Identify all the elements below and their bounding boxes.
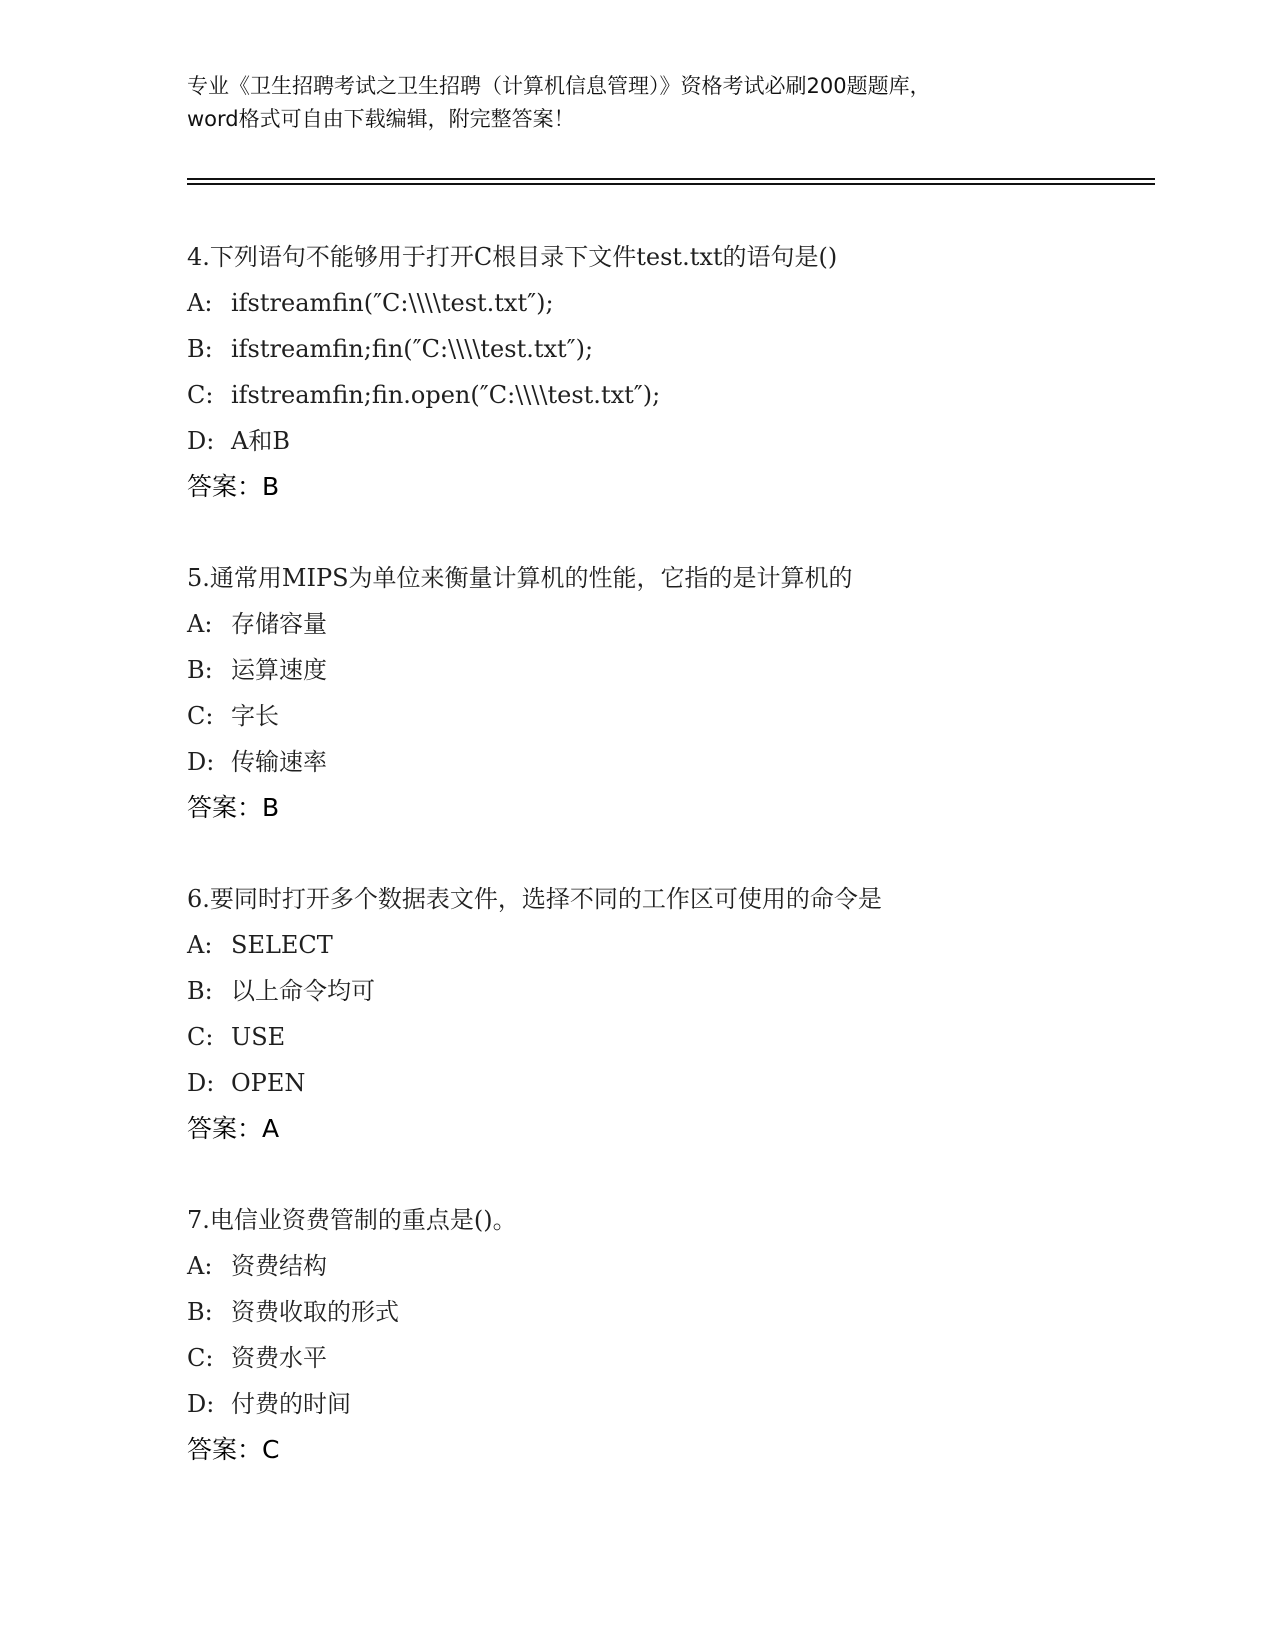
option-b bbox=[187, 1289, 1187, 1335]
option-key: B: bbox=[187, 1298, 213, 1326]
option-text: 字长 bbox=[231, 702, 279, 730]
answer-line: 答案：B bbox=[187, 472, 280, 501]
option-key: C: bbox=[187, 1023, 214, 1051]
option-key: D: bbox=[187, 427, 215, 455]
answer-line: 答案：A bbox=[187, 1114, 280, 1143]
question-stem: 7.电信业资费管制的重点是()。 bbox=[187, 1206, 517, 1234]
option-text: 传输速率 bbox=[231, 748, 327, 776]
option-a bbox=[187, 1243, 1187, 1289]
option-key: C: bbox=[187, 1344, 214, 1372]
question-stem: 4.下列语句不能够用于打开C根目录下文件test.txt的语句是() bbox=[187, 243, 838, 271]
option-key: B: bbox=[187, 656, 213, 684]
answer-line: 答案：B bbox=[187, 793, 280, 822]
question-block bbox=[187, 234, 1187, 510]
header-divider-bottom bbox=[187, 183, 1155, 185]
option-text: 存储容量 bbox=[231, 610, 327, 638]
header-divider-top bbox=[187, 178, 1155, 180]
question-block bbox=[187, 1197, 1187, 1473]
option-key: A: bbox=[187, 289, 213, 317]
option-text: USE bbox=[231, 1023, 286, 1051]
option-key: D: bbox=[187, 1069, 215, 1097]
option-c bbox=[187, 372, 1187, 418]
option-b bbox=[187, 968, 1187, 1014]
answer-line: 答案：C bbox=[187, 1435, 280, 1464]
option-key: A: bbox=[187, 610, 213, 638]
option-text: SELECT bbox=[231, 931, 333, 959]
question-stem: 5.通常用MIPS为单位来衡量计算机的性能，它指的是计算机的 bbox=[187, 564, 853, 592]
option-text: A和B bbox=[231, 427, 290, 455]
option-text: ifstreamfin;fin(″C:\\\\test.txt″); bbox=[231, 335, 594, 363]
option-c bbox=[187, 1014, 1187, 1060]
option-d bbox=[187, 1381, 1187, 1427]
question-block bbox=[187, 555, 1187, 831]
option-key: D: bbox=[187, 748, 215, 776]
option-b bbox=[187, 326, 1187, 372]
header-title-line-1: 专业《卫生招聘考试之卫生招聘（计算机信息管理）》资格考试必刷200题题库， bbox=[187, 74, 931, 98]
option-a bbox=[187, 601, 1187, 647]
option-text: 付费的时间 bbox=[231, 1390, 351, 1418]
question-block bbox=[187, 876, 1187, 1152]
option-text: 资费水平 bbox=[231, 1344, 327, 1372]
option-d bbox=[187, 418, 1187, 464]
document-header bbox=[187, 70, 1087, 136]
option-key: B: bbox=[187, 977, 213, 1005]
option-key: B: bbox=[187, 335, 213, 363]
header-title-line-2: word格式可自由下载编辑，附完整答案！ bbox=[187, 107, 575, 131]
option-text: 以上命令均可 bbox=[231, 977, 375, 1005]
option-key: C: bbox=[187, 381, 214, 409]
option-c bbox=[187, 1335, 1187, 1381]
option-a bbox=[187, 280, 1187, 326]
option-a bbox=[187, 922, 1187, 968]
option-text: ifstreamfin;fin.open(″C:\\\\test.txt″); bbox=[231, 381, 661, 409]
question-stem: 6.要同时打开多个数据表文件，选择不同的工作区可使用的命令是 bbox=[187, 885, 882, 913]
option-key: A: bbox=[187, 931, 213, 959]
option-key: C: bbox=[187, 702, 214, 730]
option-text: 运算速度 bbox=[231, 656, 327, 684]
option-key: D: bbox=[187, 1390, 215, 1418]
option-text: 资费结构 bbox=[231, 1252, 327, 1280]
option-text: OPEN bbox=[231, 1069, 306, 1097]
option-d bbox=[187, 739, 1187, 785]
option-text: ifstreamfin(″C:\\\\test.txt″); bbox=[231, 289, 554, 317]
option-text: 资费收取的形式 bbox=[231, 1298, 399, 1326]
option-b bbox=[187, 647, 1187, 693]
option-key: A: bbox=[187, 1252, 213, 1280]
option-c bbox=[187, 693, 1187, 739]
option-d bbox=[187, 1060, 1187, 1106]
